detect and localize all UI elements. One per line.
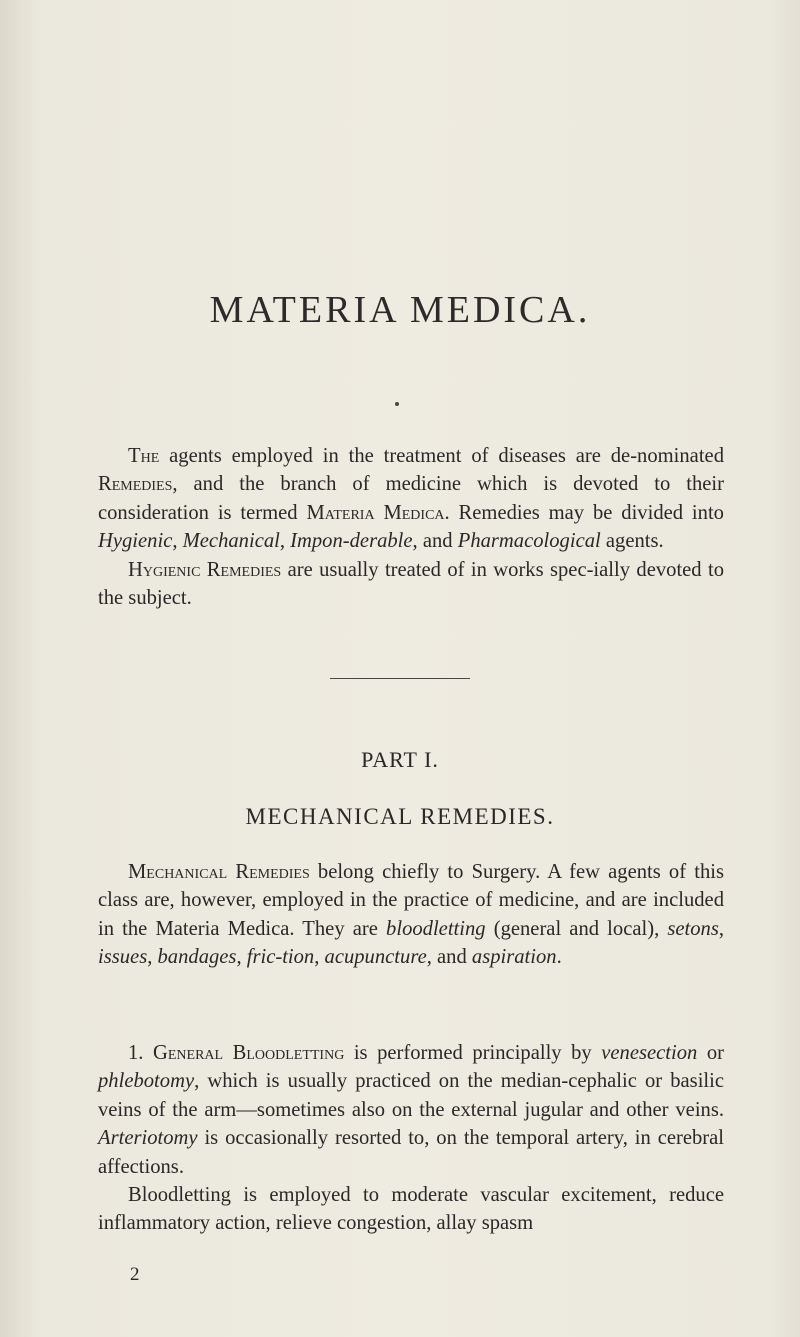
lead-word: The: [128, 445, 160, 467]
bloodletting-uses-paragraph: [98, 1181, 724, 1238]
mechanical-paragraph-1: [98, 858, 724, 972]
text-run: is performed principally by: [344, 1042, 602, 1064]
text-run: ,: [718, 917, 724, 940]
term-pharmacological: Pharmacological: [457, 530, 601, 553]
term-hygienic: Hygienic: [98, 530, 173, 553]
term-arteriotomy: Arteriotomy: [98, 1127, 198, 1150]
term-materia-medica: Materia Medica: [306, 501, 445, 524]
text-run: ,: [147, 946, 158, 969]
text-run: agents.: [600, 530, 664, 553]
intro-paragraph-2: [98, 556, 724, 613]
text-run: , which is usually practiced on the median-cephalic or basilic veins of the arm—sometimes also on the external jugular and other veins.: [98, 1070, 724, 1121]
text-run: ,: [236, 946, 247, 969]
mechanical-intro: [98, 858, 724, 972]
bloodletting-section: [98, 1039, 724, 1238]
text-run: ,: [172, 530, 183, 553]
term-phlebotomy: phlebotomy: [98, 1070, 195, 1093]
text-run: , and: [426, 946, 472, 969]
term-aspiration: aspiration: [471, 946, 557, 969]
text-run: (general and local),: [485, 917, 668, 940]
text-run: , and: [412, 530, 458, 553]
lead-phrase: General Bloodletting: [152, 1042, 345, 1064]
term-friction: fric-tion: [246, 946, 315, 969]
text-run: ,: [279, 530, 291, 553]
page-number: 2: [130, 1264, 140, 1285]
bloodletting-paragraph: [98, 1039, 724, 1181]
section-divider: [330, 678, 470, 679]
term-acupuncture: acupuncture: [324, 946, 427, 969]
term-bloodletting: bloodletting: [386, 917, 486, 940]
text-run: Bloodletting is employed to moderate vascular excitement, reduce inflammatory action, relieve congestion, allay spasm: [98, 1184, 724, 1235]
part-subheading: MECHANICAL REMEDIES.: [245, 804, 555, 829]
term-bandages: bandages: [157, 946, 237, 969]
page-title: MATERIA MEDICA.: [209, 289, 591, 331]
item-number: 1.: [128, 1042, 144, 1064]
lead-phrase: Hygienic Remedies: [128, 558, 282, 581]
term-venesection: venesection: [601, 1042, 698, 1064]
part-heading: PART I.: [361, 747, 439, 772]
term-remedies: Remedies: [98, 473, 173, 496]
term-issues: issues: [98, 946, 148, 969]
text-run: agents employed in the treatment of diseases are de-nominated: [159, 445, 724, 467]
term-setons: setons: [667, 917, 719, 940]
intro-section: [98, 442, 724, 612]
ornament-dot: [395, 402, 399, 406]
text-run: . Remedies may be divided into: [444, 501, 724, 524]
term-imponderable: Impon-derable: [290, 530, 413, 553]
lead-phrase: Mechanical Remedies: [128, 861, 310, 883]
term-mechanical: Mechanical: [182, 530, 280, 553]
text-run: belong chiefly to Surgery. A few agents of this class are, however, employed in the practice of medicine, and are included in the Materia Medica. They are: [98, 861, 724, 940]
intro-paragraph-1: [98, 442, 724, 556]
text-run: are usually treated of in works spec-ially devoted to the subject.: [98, 558, 724, 610]
text-run: or: [697, 1042, 724, 1064]
text-run: .: [556, 946, 562, 969]
text-run: ,: [314, 946, 325, 969]
text-run: , and the branch of medicine which is devoted to their consideration is termed: [98, 473, 724, 524]
text-run: is occasionally resorted to, on the temporal artery, in cerebral affections.: [98, 1127, 724, 1178]
